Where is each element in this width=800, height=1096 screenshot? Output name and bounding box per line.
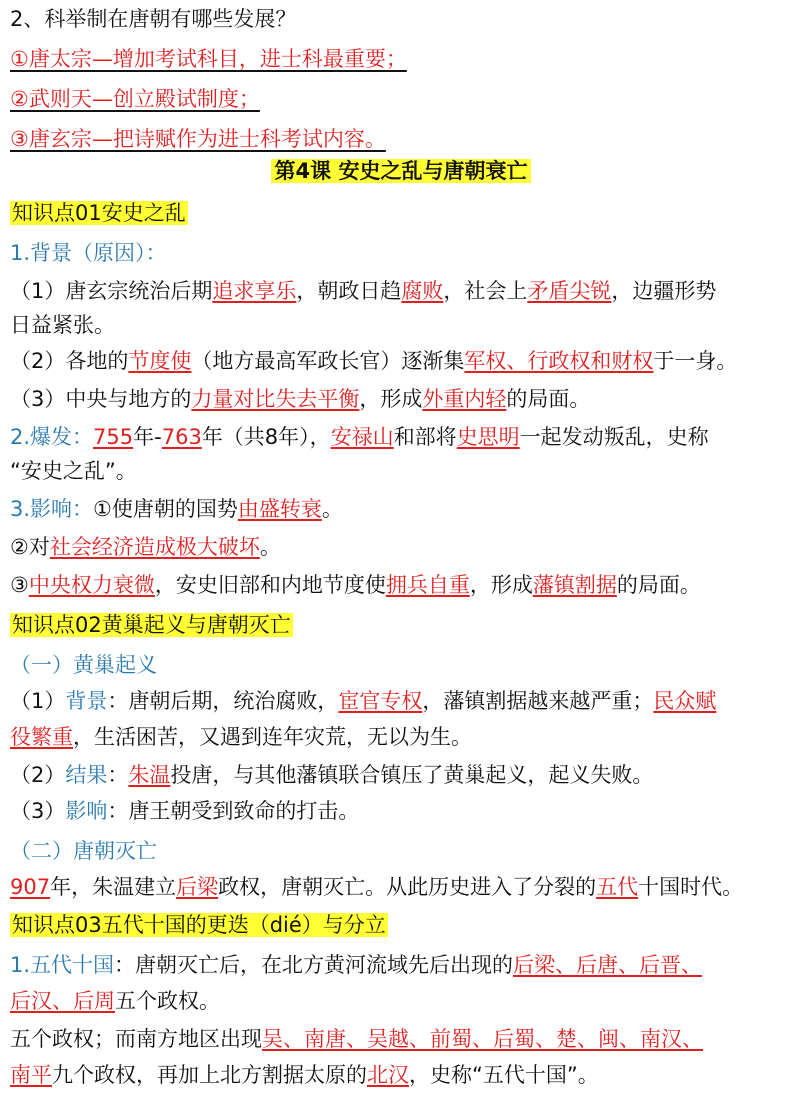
label: 结果	[65, 763, 108, 787]
question-heading: 2、科举制在唐朝有哪些发展？	[10, 7, 297, 31]
kp2-title: 知识点02黄巢起义与唐朝灭亡	[12, 613, 291, 637]
keju-text-2: ②武则天—创立殿试制度；	[10, 87, 260, 111]
text: （1）	[10, 689, 66, 713]
text: ，社会上	[443, 279, 528, 303]
keyword: 役繁重	[10, 725, 73, 749]
keju-item-1	[10, 44, 792, 74]
kp2-sub2: （二）唐朝灭亡	[10, 839, 157, 863]
text: （地方最高军政长官）逐渐集	[191, 349, 465, 373]
label: 背景	[65, 689, 108, 713]
keyword: 史思明	[456, 425, 520, 449]
keyword: 宦官专权	[338, 689, 423, 713]
keyword: 吴、南唐、吴越、前蜀、后蜀、楚、闽、南汉、	[262, 1027, 703, 1051]
text: ：唐王朝受到致命的打击。	[107, 799, 360, 823]
keyword: 五代	[596, 875, 639, 899]
kp1-outbreak2: “安史之乱”。	[10, 459, 137, 483]
kp1-line1	[10, 276, 792, 306]
text: ①使唐朝的国势	[93, 497, 238, 521]
kp1-outbreak	[10, 422, 792, 452]
kp3-heading	[10, 910, 792, 940]
text: （1）唐玄宗统治后期	[10, 279, 213, 303]
kp1-line3	[10, 384, 792, 414]
kp1-line2	[10, 346, 792, 376]
keyword: 北汉	[367, 1063, 409, 1087]
keyword: 军权、行政权和财权	[464, 349, 654, 373]
keju-item-3	[10, 124, 792, 154]
keyword: 由盛转衰	[237, 497, 322, 521]
keyword: 后汉、后周	[10, 989, 115, 1013]
kp1-background-label: 1.背景（原因）：	[10, 241, 167, 265]
keyword: 社会经济造成极大破坏	[49, 535, 260, 559]
keyword: 755	[93, 425, 134, 449]
kp1-impact1	[10, 494, 792, 524]
keyword: 追求享乐	[212, 279, 297, 303]
keyword: 外重内轻	[422, 387, 507, 411]
keyword: 力量对比失去平衡	[191, 387, 360, 411]
text: ：唐朝后期，统治腐败，	[107, 689, 339, 713]
text: ，形成	[359, 387, 423, 411]
text: ，安史旧部和内地节度使	[154, 573, 386, 597]
lesson-title-text: 第4课 安史之乱与唐朝衰亡	[271, 159, 532, 183]
text: 政权，唐朝灭亡。从此历史进入了分裂的	[218, 875, 597, 899]
keyword: 节度使	[128, 349, 192, 373]
kp3-line3	[10, 1024, 792, 1054]
keyword: 民众赋	[653, 689, 717, 713]
text: 的局面。	[506, 387, 591, 411]
text: 五个政权。	[115, 989, 220, 1013]
kp3-line1	[10, 950, 792, 980]
text: ，边疆形势	[611, 279, 717, 303]
text: 年（共8年），	[201, 425, 331, 449]
kp1-title: 知识点01安史之乱	[12, 201, 186, 225]
text: 年-	[133, 425, 162, 449]
label: 影响	[65, 799, 108, 823]
kp1-line1b: 日益紧张。	[10, 313, 115, 337]
kp2-effect	[10, 796, 792, 826]
text: 一起发动叛乱，史称	[519, 425, 709, 449]
text: 投唐，与其他藩镇联合镇压了黄巢起义，起义失败。	[170, 763, 654, 787]
text: 九个政权，再加上北方割据太原的	[52, 1063, 367, 1087]
text: 的局面。	[616, 573, 701, 597]
kp3-line4	[10, 1060, 792, 1090]
keju-item-2	[10, 84, 792, 114]
text: ③	[10, 573, 29, 597]
text: ，形成	[469, 573, 533, 597]
keyword: 腐败	[401, 279, 444, 303]
keyword: 中央权力衰微	[28, 573, 155, 597]
lesson-title	[10, 156, 792, 186]
keyword: 藩镇割据	[532, 573, 617, 597]
keyword: 矛盾尖锐	[527, 279, 612, 303]
keyword: 拥兵自重	[385, 573, 470, 597]
kp1-impact2	[10, 532, 792, 562]
kp2-fall	[10, 872, 792, 902]
keyword: 安禄山	[330, 425, 394, 449]
keyword: 763	[161, 425, 202, 449]
kp1-heading	[10, 198, 792, 228]
kp3-title: 知识点03五代十国的更迭（dié）与分立	[12, 913, 386, 937]
text: 。	[321, 497, 343, 521]
text: ，藩镇割据越来越严重；	[422, 689, 654, 713]
text: ，朝政日趋	[296, 279, 402, 303]
text: ，史称“五代十国”。	[409, 1063, 599, 1087]
keyword: 朱温	[128, 763, 171, 787]
label: 1.五代十国	[10, 953, 115, 977]
text: 于一身。	[653, 349, 738, 373]
text: （2）各地的	[10, 349, 129, 373]
text: ：唐朝灭亡后，在北方黄河流域先后出现的	[114, 953, 514, 977]
text: 五个政权；而南方地区出现	[10, 1027, 262, 1051]
text: 十国时代。	[638, 875, 744, 899]
kp2-result	[10, 760, 792, 790]
text: ②对	[10, 535, 50, 559]
kp3-line2	[10, 986, 792, 1016]
kp2-sub1: （一）黄巢起义	[10, 653, 157, 677]
outbreak-label: 2.爆发：	[10, 425, 94, 449]
keyword: 907	[10, 875, 51, 899]
keyword: 后梁、后唐、后晋、	[513, 953, 703, 977]
keju-text-1: ①唐太宗—增加考试科目，进士科最重要；	[10, 47, 407, 71]
text: （2）	[10, 763, 66, 787]
kp2-background2	[10, 722, 792, 752]
text: （3）中央与地方的	[10, 387, 192, 411]
text: 。	[259, 535, 281, 559]
text: （3）	[10, 799, 66, 823]
text: ，生活困苦，又遇到连年灾荒，无以为生。	[73, 725, 472, 749]
impact-label: 3.影响：	[10, 497, 94, 521]
keyword: 后梁	[176, 875, 219, 899]
text: 和部将	[393, 425, 457, 449]
kp1-impact3	[10, 570, 792, 600]
kp2-heading	[10, 610, 792, 640]
keju-text-3: ③唐玄宗—把诗赋作为进士科考试内容。	[10, 127, 386, 151]
keyword: 南平	[10, 1063, 52, 1087]
text: ：	[107, 763, 129, 787]
text: 年，朱温建立	[50, 875, 177, 899]
kp2-background	[10, 686, 792, 716]
